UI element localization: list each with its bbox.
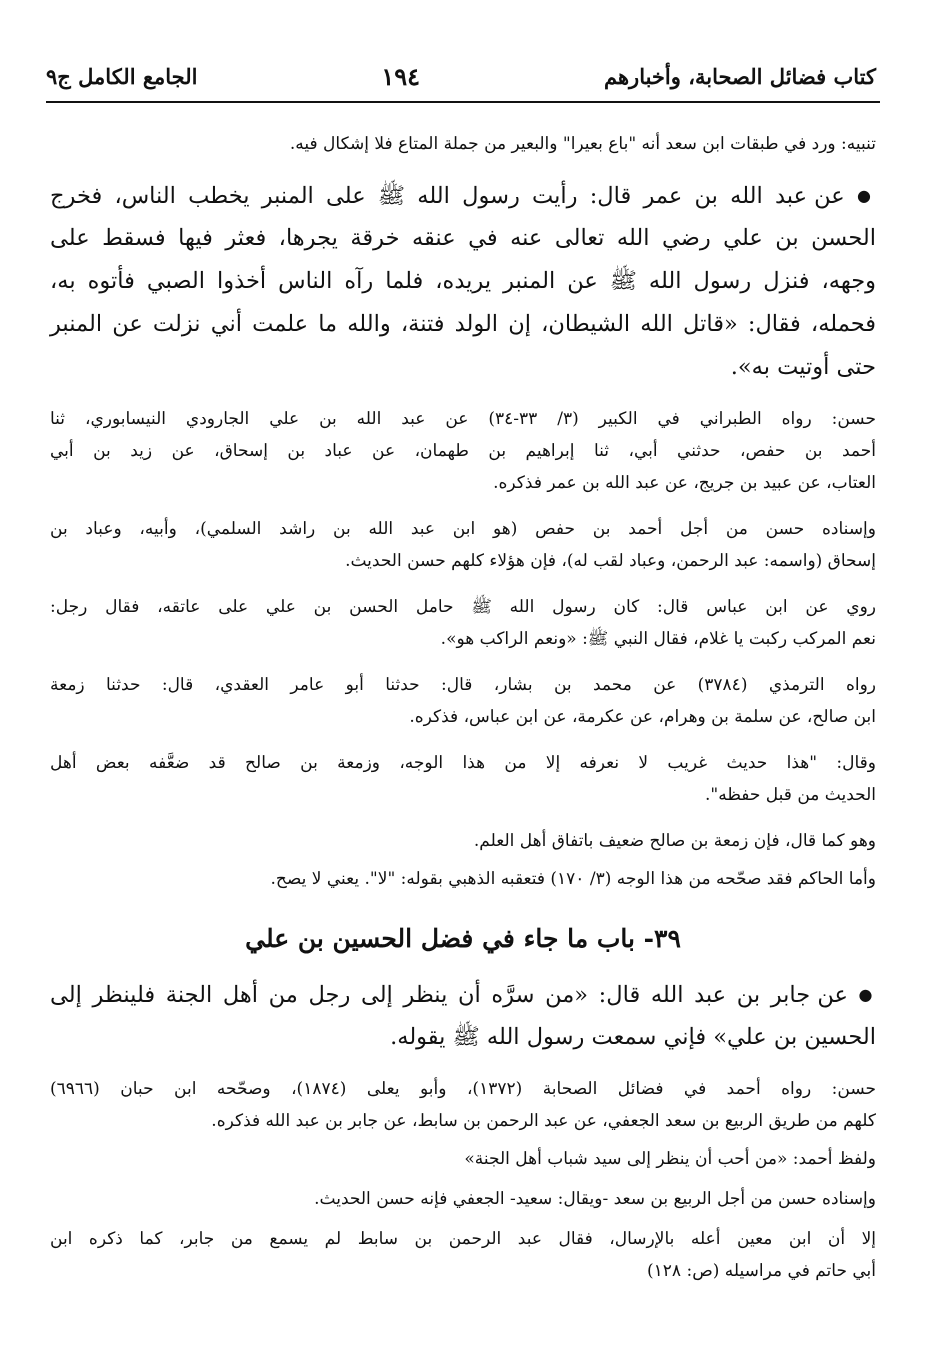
isnad-line: إسحاق (واسمه: عبد الرحمن، وعباد لقب له)، فإن هؤلاء كلهم حسن الحديث. [345,551,876,571]
takhrij-ahmad [50,1073,876,1137]
hadith-line: ● عن عبد الله بن عمر قال: رأيت رسول الله ﷺ على المنبر يخطب الناس، فخرج [50,183,876,209]
page-header [46,56,876,96]
book-title: كتاب فضائل الصحابة، وأخبارهم [604,63,876,89]
final-note [50,1223,876,1287]
hadith-line: وجهه، فنزل رسول الله ﷺ عن المنبر يريده، فلما رآه الناس أخذوا الصبي فأتوه به، [50,268,876,294]
note-line: إلا أن ابن معين أعله بالإرسال، فقال عبد الرحمن بن سابط لم يسمع من جابر، كما ذكره ابن [50,1229,876,1249]
comment-line: وقال: "هذا حديث غريب لا نعرفه إلا من هذا الوجه، وزمعة بن صالح قد ضعَّفه بعض أهل [50,753,876,773]
takhrij-line: حسن: رواه الطبراني في الكبير (٣/ ٣٣-٣٤) عن عبد الله بن علي الجارودي النيسابوري، ثنا [50,409,876,429]
hadith-line: الحسين بن علي» فإني سمعت رسول الله ﷺ يقوله. [390,1024,876,1050]
hadith-line: روي عن ابن عباس قال: كان رسول الله ﷺ حامل الحسن بن علي على عاتقه، فقال رجل: [50,597,876,617]
note-line: أبي حاتم في مراسيله (ص: ١٢٨) [647,1261,876,1281]
header-divider [46,101,880,103]
hadith-line: فحمله، فقال: «قاتل الله الشيطان، إن الولد فتنة، والله ما علمت أني نزلت عن المنبر [50,311,876,337]
hadith-line: ● عن جابر بن عبد الله قال: «من سرَّه أن ينظر إلى رجل من أهل الجنة فلينظر إلى [50,982,876,1008]
takhrij-line: العتاب، عن عبيد بن جريج، عن عبد الله بن عمر فذكره. [493,473,876,493]
zamaa-note: وهو كما قال، فإن زمعة بن صالح ضعيف باتفاق أهل العلم. [473,831,876,851]
comment-line: الحديث من قبل حفظه". [704,785,876,805]
hadith-ibn-umar [50,174,876,389]
hakim-note: وأما الحاكم فقد صحّحه من هذا الوجه (٣/ ١٧٠) فتعقبه الذهبي بقوله: "لا". يعني لا يصح. [270,869,876,889]
takhrij-line: كلهم من طريق الربيع بن سعد الجعفي، عن عبد الرحمن بن سابط، عن جابر بن عبد الله فذكره. [211,1111,876,1131]
isnad-line: وإسناده حسن من أجل أحمد بن حفص (هو ابن عبد الله بن راشد السلمي)، وأبيه، وعباد بن [50,519,876,539]
isnad-note-3: وإسناده حسن من أجل الربيع بن سعد -ويقال: سعيد- الجعفي فإنه حسن الحديث. [314,1189,876,1209]
volume-title: الجامع الكامل ج٩ [46,63,198,89]
takhrij-line: حسن: رواه أحمد في فضائل الصحابة (١٣٧٢)، وأبو يعلى (١٨٧٤)، وصحّحه ابن حبان (٦٩٦٦) [50,1079,876,1099]
page-number: ١٩٤ [381,61,421,91]
takhrij-tirmidhi [50,669,876,733]
hadith-line: حتى أوتيت به». [730,354,876,380]
page-body [50,128,876,1287]
ahmad-wording: ولفظ أحمد: «من أحب أن ينظر إلى سيد شباب أهل الجنة» [464,1149,876,1169]
hadith-line: الحسن بن علي رضي الله تعالى عنه في عنقه خرقة يجرها، فعثر فيها فسقط على [50,225,876,251]
takhrij-line: ابن صالح، عن سلمة بن وهرام، عن عكرمة، عن ابن عباس، فذكره. [409,707,876,727]
takhrij-line: أحمد بن حفص، حدثني أبي، ثنا إبراهيم بن طهمان، عن عباد بن إسحاق، عن زيد بن أبي [50,441,876,461]
bullet-icon: ● [858,985,876,1004]
bullet-icon: ● [856,186,876,205]
hadith-ibn-abbas [50,591,876,655]
chapter-heading: ٣٩- باب ما جاء في فضل الحسين بن علي [245,924,681,953]
takhrij-line: رواه الترمذي (٣٧٨٤) عن محمد بن بشار، قال: حدثنا أبو عامر العقدي، قال: حدثنا زمعة [50,675,876,695]
tirmidhi-comment [50,747,876,811]
note-line: تنبيه: ورد في طبقات ابن سعد أنه "باع بعيرا" والبعير من جملة المتاع فلا إشكال فيه. [289,134,876,154]
takhrij-tabarani [50,403,876,499]
hadith-jabir [50,973,876,1059]
isnad-note-1 [50,513,876,577]
hadith-line: نعم المركب ركبت يا غلام، فقال النبي ﷺ: «ونعم الراكب هو». [440,629,876,649]
